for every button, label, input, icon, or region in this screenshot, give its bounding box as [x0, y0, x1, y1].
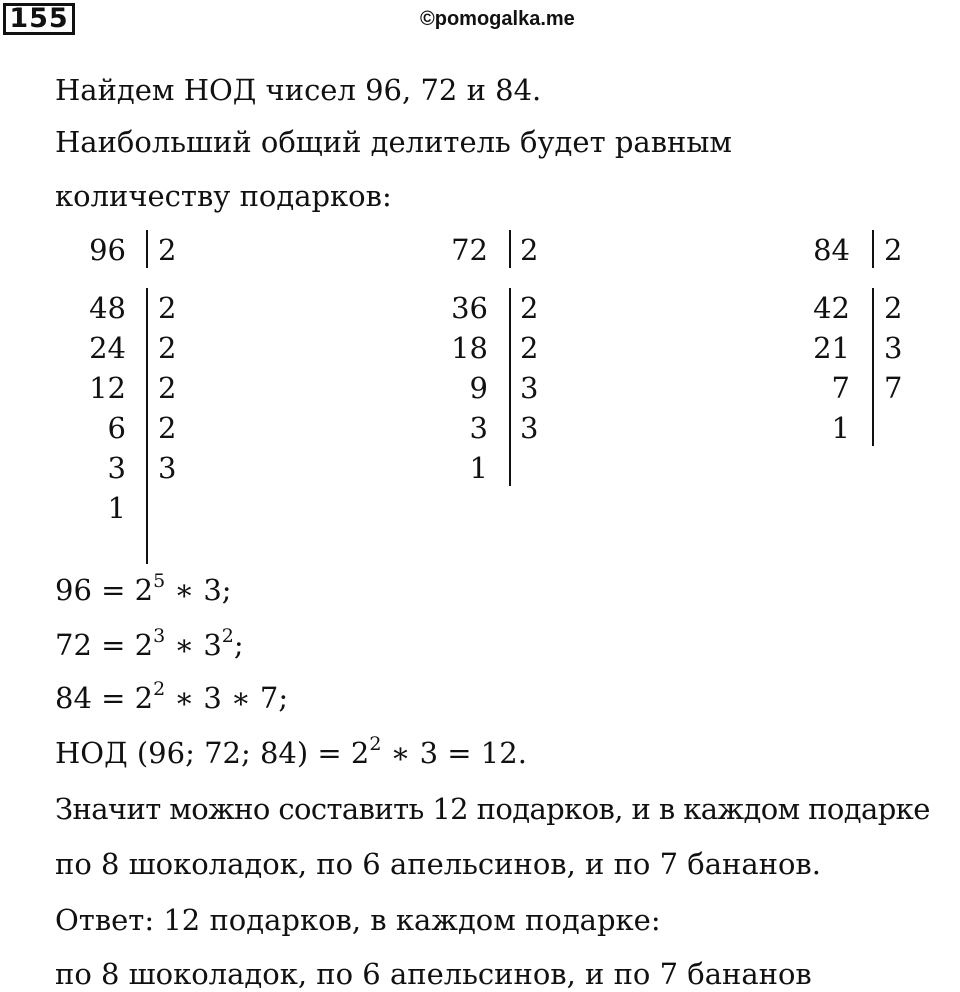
fact-number: 18 — [451, 331, 488, 365]
fact-number: 3 — [469, 411, 488, 445]
equation-96 — [55, 572, 232, 608]
conclusion-line-1: Значит можно составить 12 подарков, и в каждом подарке — [55, 792, 930, 826]
fact-divisor: 2 — [158, 291, 177, 325]
eq-mid: ∗ 3 — [165, 628, 222, 662]
eq-exponent: 5 — [153, 570, 166, 592]
fact-bar — [146, 288, 148, 564]
fact-divisor: 2 — [158, 233, 177, 267]
fact-divisor: 2 — [158, 371, 177, 405]
fact-divisor: 2 — [520, 291, 539, 325]
eq-rest: ∗ 3; — [165, 573, 232, 607]
fact-number: 21 — [813, 331, 850, 365]
fact-bar — [872, 288, 874, 446]
fact-number: 9 — [469, 371, 488, 405]
eq-exponent: 2 — [369, 733, 382, 755]
fact-bar — [509, 230, 511, 268]
fact-number: 96 — [89, 233, 126, 267]
answer-line-2: по 8 шоколадок, по 6 апельсинов, и по 7 бананов — [55, 957, 812, 991]
eq-exponent: 2 — [221, 625, 234, 647]
fact-divisor: 3 — [520, 371, 539, 405]
answer-line-1: Ответ: 12 подарков, в каждом подарке: — [55, 903, 661, 937]
fact-number: 48 — [89, 291, 126, 325]
fact-divisor: 2 — [158, 331, 177, 365]
fact-bar — [872, 230, 874, 268]
fact-bar — [146, 230, 148, 268]
eq-lhs: 72 = 2 — [55, 628, 154, 662]
fact-divisor: 3 — [884, 331, 903, 365]
fact-number: 36 — [451, 291, 488, 325]
fact-number: 24 — [89, 331, 126, 365]
eq-lhs: НОД (96; 72; 84) = 2 — [55, 736, 370, 770]
fact-divisor: 2 — [884, 233, 903, 267]
fact-number: 1 — [831, 411, 850, 445]
eq-lhs: 84 = 2 — [55, 681, 154, 715]
intro-line-2: Наибольший общий делитель будет равным — [55, 125, 732, 159]
fact-number: 1 — [469, 451, 488, 485]
eq-exponent: 2 — [153, 678, 166, 700]
fact-divisor: 3 — [520, 411, 539, 445]
fact-divisor: 2 — [520, 233, 539, 267]
fact-number: 42 — [813, 291, 850, 325]
fact-divisor: 7 — [884, 371, 903, 405]
fact-divisor: 2 — [884, 291, 903, 325]
fact-number: 72 — [451, 233, 488, 267]
fact-number: 84 — [813, 233, 850, 267]
intro-line-1: Найдем НОД чисел 96, 72 и 84. — [55, 73, 542, 107]
intro-line-3: количеству подарков: — [55, 179, 392, 213]
eq-rest: ∗ 3 = 12. — [381, 736, 527, 770]
fact-divisor: 2 — [520, 331, 539, 365]
equation-72 — [55, 627, 244, 663]
fact-bar — [509, 288, 511, 486]
eq-rest: ∗ 3 ∗ 7; — [165, 681, 289, 715]
fact-number: 12 — [89, 371, 126, 405]
eq-rest: ; — [233, 628, 244, 662]
conclusion-line-2: по 8 шоколадок, по 6 апельсинов, и по 7 бананов. — [55, 847, 821, 881]
fact-divisor: 3 — [158, 451, 177, 485]
fact-number: 6 — [107, 411, 126, 445]
fact-number: 3 — [107, 451, 126, 485]
equation-gcd — [55, 735, 527, 771]
eq-lhs: 96 = 2 — [55, 573, 154, 607]
fact-number: 7 — [831, 371, 850, 405]
equation-84 — [55, 680, 288, 716]
fact-number: 1 — [107, 491, 126, 525]
site-watermark: ©pomogalka.me — [420, 8, 575, 30]
fact-divisor: 2 — [158, 411, 177, 445]
eq-exponent: 3 — [153, 625, 166, 647]
problem-number: 155 — [3, 3, 75, 35]
